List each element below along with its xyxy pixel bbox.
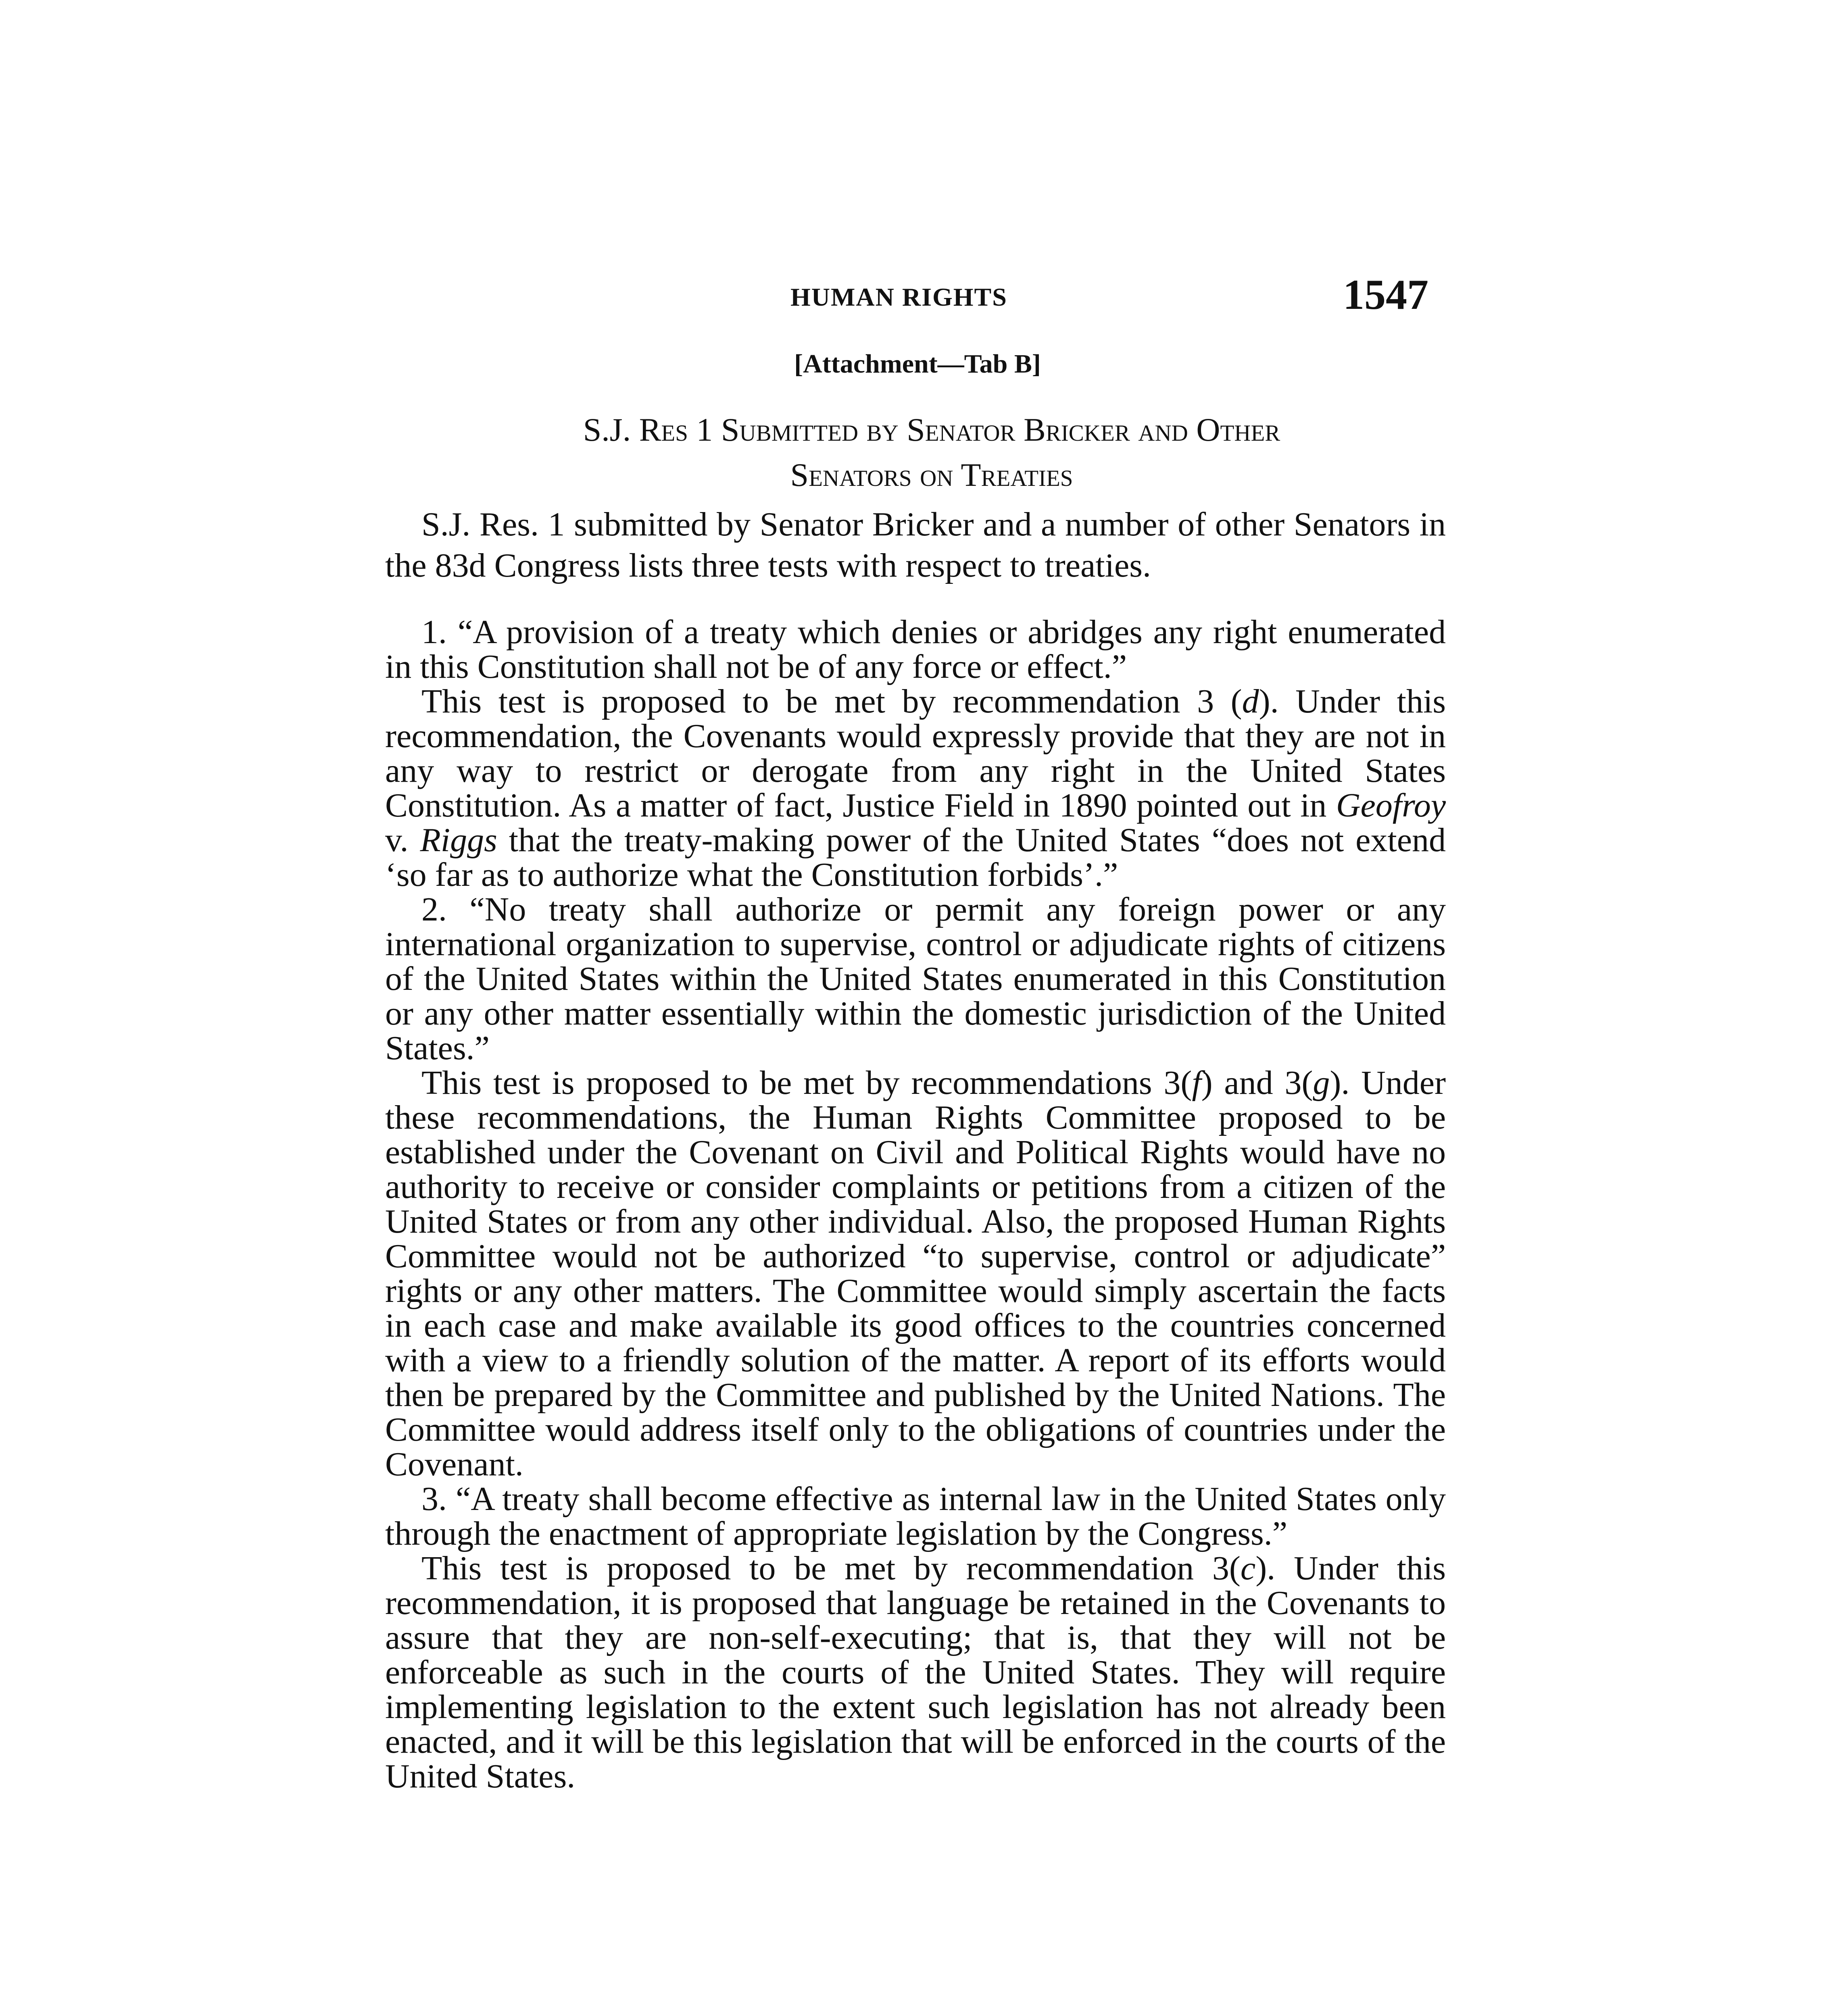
test-2-recommendation-ref-g: g: [1313, 1064, 1330, 1102]
test-2-response-text-a: This test is proposed to be met by recommendations 3(: [421, 1064, 1192, 1102]
page-number: 1547: [1343, 271, 1428, 318]
test-2-response-text-b: ) and 3(: [1201, 1064, 1313, 1102]
case-name-riggs: Riggs: [420, 821, 497, 859]
test-2-response: [385, 1066, 1446, 1482]
test-1-response-text-b: ). Under this recommendation, the Covenants would expressly provide that they are not in any way to restrict or derogate from any right in the United States Constitution. As a matter of fact, Justice Field in 1890 pointed out in: [385, 683, 1446, 824]
section-title-line-2: Senators on Treaties: [790, 456, 1073, 493]
tests-section: [385, 615, 1446, 1794]
intro-text: S.J. Res. 1 submitted by Senator Bricker and a number of other Senators in the 83d Congress lists three tests with respect to treaties.: [385, 506, 1446, 584]
test-3-quote: 3. “A treaty shall become effective as internal law in the United States only through the enactment of appropriate legislation by the Congress.”: [385, 1480, 1446, 1552]
intro-paragraph: [385, 504, 1446, 586]
section-title: [383, 407, 1480, 498]
attachment-label: [Attachment—Tab B]: [794, 349, 1041, 379]
running-head: HUMAN RIGHTS: [790, 283, 1007, 311]
section-title-line-1: S.J. Res 1 Submitted by Senator Bricker and Other: [583, 411, 1280, 448]
case-versus: v.: [385, 821, 420, 859]
test-2-quote: 2. “No treaty shall authorize or permit any foreign power or any international organization to supervise, control or adjudicate rights of citizens of the United States within the United States enumerated in this Constitution or any other matter essentially within the domestic jurisdiction of the United States.”: [385, 891, 1446, 1067]
test-3-response-text-b: ). Under this recommendation, it is proposed that language be retained in the Covenants to assure that they are non-self-executing; that is, that they will not be enforceable as such in the courts of the United States. They will require implementing legislation to the extent such legislation has not already been enacted, and it will be this legislation that will be enforced in the courts of the United States.: [385, 1549, 1446, 1795]
test-2-response-text-c: ). Under these recommendations, the Human Rights Committee proposed to be established under the Covenant on Civil and Political Rights would have no authority to receive or consider complaints or petitions from a citizen of the United States or from any other individual. Also, the proposed Human Rights Committee would not be authorized “to supervise, control or adjudicate” rights or any other matters. The Committee would simply ascertain the facts in each case and make available its good offices to the countries concerned with a view to a friendly solution of the matter. A report of its efforts would then be prepared by the Committee and published by the United Nations. The Committee would address itself only to the obligations of countries under the Covenant.: [385, 1064, 1446, 1483]
test-3-response-text-a: This test is proposed to be met by recommendation 3(: [421, 1549, 1241, 1587]
test-1-response-text-c: that the treaty-making power of the United States “does not extend ‘so far as to authorize what the Constitution forbids’.”: [385, 821, 1446, 893]
test-2-recommendation-ref-f: f: [1192, 1064, 1201, 1102]
test-3-recommendation-ref: c: [1240, 1549, 1256, 1587]
test-1-response-text-a: This test is proposed to be met by recommendation 3 (: [421, 683, 1242, 720]
test-1-response: [385, 684, 1446, 892]
test-3-response: [385, 1551, 1446, 1794]
case-name-geofroy: Geofroy: [1336, 787, 1446, 824]
test-1-quote: 1. “A provision of a treaty which denies or abridges any right enumerated in this Constitution shall not be of any force or effect.”: [385, 613, 1446, 685]
test-1-recommendation-ref: d: [1242, 683, 1259, 720]
